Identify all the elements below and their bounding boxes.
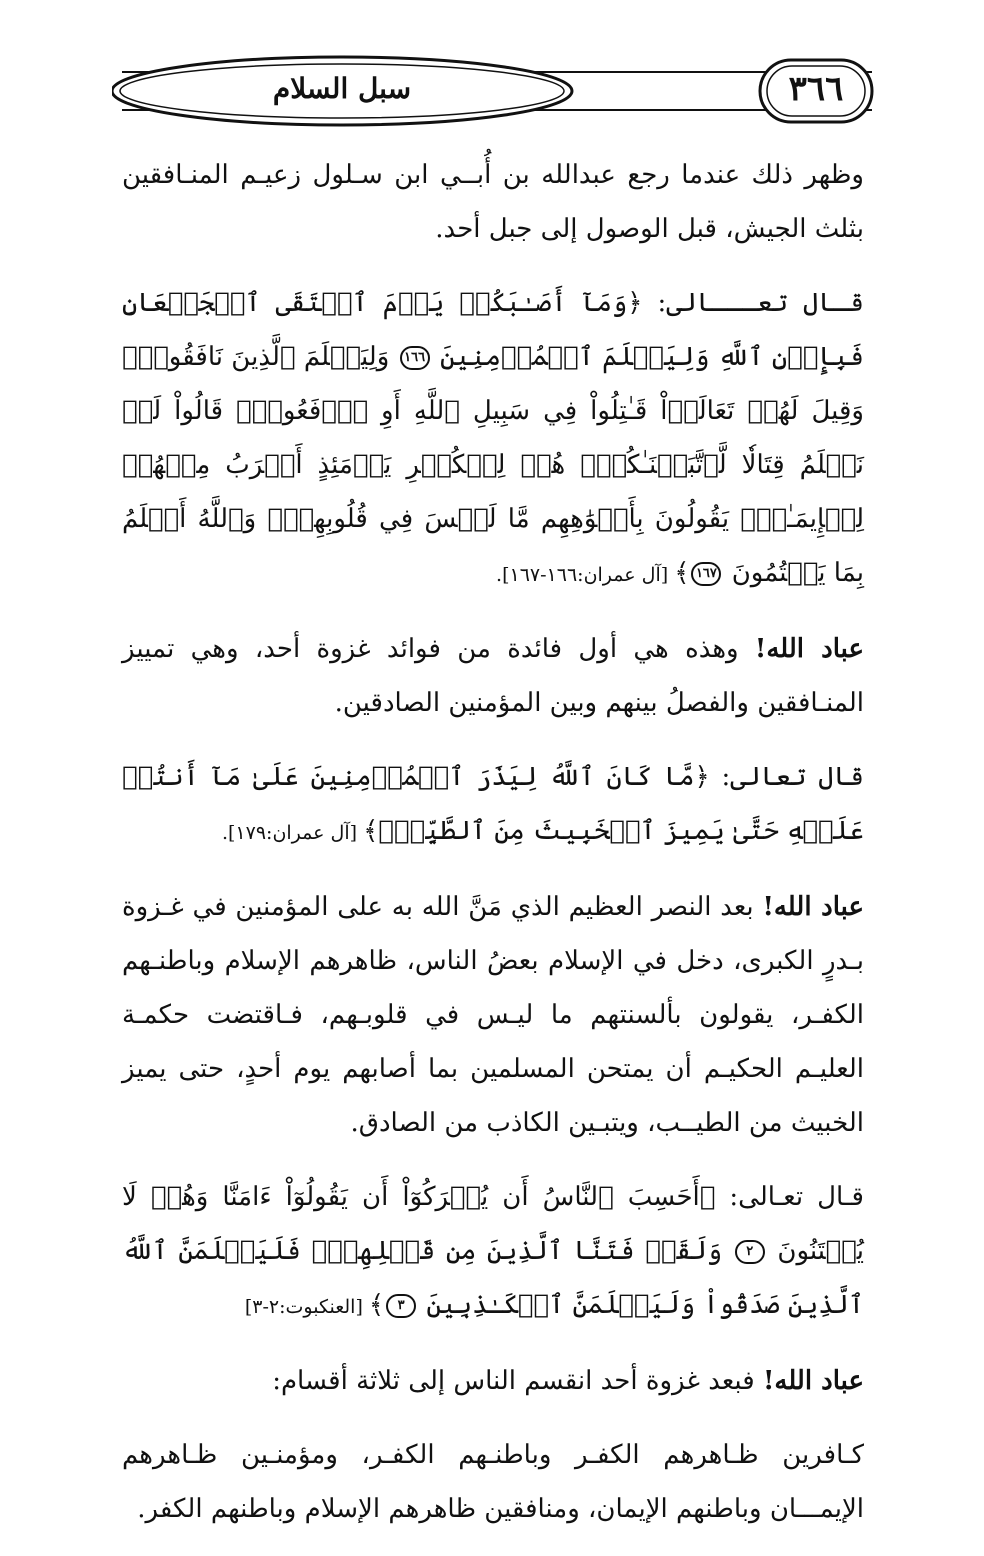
verse-text: ﴿مَّا كَانَ ٱللَّهُ لِيَذَرَ ٱلۡمُؤۡمِنِينَ عَلَىٰ مَآ أَنتُمۡ عَلَيۡهِ حَتَّىٰ يَمِيزَ ٱلۡخَبِيثَ مِنَ ٱلطَّيِّبِۗ﴾ — [122, 762, 864, 846]
verse-close-bracket: ﴾ — [368, 1290, 385, 1320]
verse-text: وَلِيَعۡلَمَ ٱلَّذِينَ نَافَقُواْۚ وَقِيلَ لَهُمۡ تَعَالَوۡاْ قَـٰتِلُواْ فِي سَبِيلِ ٱللَّهِ أَوِ ٱدۡفَعُواْۖ قَالُواْ لَوۡ نَعۡلَمُ قِتَالٗا لَّٱتَّبَعۡنَـٰكُمۡۗ هُمۡ لِلۡكُفۡرِ يَوۡمَئِذٍ أَقۡرَبُ مِنۡهُمۡ لِلۡإِيمَـٰنِۚ يَقُولُونَ بِأَفۡوَٰهِهِم مَّا لَيۡسَ فِي قُلُوبِهِمۡۚ وَٱللَّهُ أَعۡلَمُ بِمَا يَكۡتُمُونَ — [122, 342, 864, 588]
address-lead: عباد الله! — [762, 1366, 864, 1396]
paragraph-5 — [122, 880, 864, 1150]
page-body — [122, 138, 864, 1556]
quote-intro: قال تعالى: — [709, 762, 865, 792]
verse-number-marker: ٢ — [735, 1240, 765, 1264]
address-lead: عباد الله! — [754, 634, 864, 664]
page-header — [112, 52, 882, 130]
quote-intro: قـال تعـــالى: — [642, 288, 864, 318]
verse-number-marker: ١٦٧ — [691, 562, 721, 586]
quran-quote-al-ankabut-2-3 — [122, 1170, 864, 1334]
paragraph-8: كـافرين ظـاهرهم الكفـر وباطنـهم الكفـر، ومؤمنـين ظـاهرهم الإيمـــان وباطنهم الإيمان، ومنافقين ظاهرهم الإسلام وباطنهم الكفر. — [122, 1440, 864, 1524]
verse-reference: [آل عمران:١٧٩]. — [221, 822, 364, 844]
address-lead: عباد الله! — [762, 892, 864, 922]
paragraph-1: وظهر ذلك عندما رجع عبدالله بن أُبــي ابن سـلول زعيـم المنـافقين بثلث الجيش، قبل الوصول إلى جبل أحد. — [122, 160, 864, 244]
book-title: سبل السلام — [272, 72, 412, 105]
paragraph-text: فبعد غزوة أحد انقسم الناس إلى ثلاثة أقسام: — [272, 1366, 763, 1396]
verse-number-marker: ١٦٦ — [400, 346, 430, 370]
page-number: ٣٦٦ — [788, 69, 844, 109]
verse-reference: [العنكبوت:٢-٣] — [244, 1296, 369, 1318]
verse-text: ﴿أَحَسِبَ ٱلنَّاسُ أَن يُتۡرَكُوٓاْ أَن يَقُولُوٓاْ ءَامَنَّا وَهُمۡ لَا يُفۡتَنُونَ — [122, 1182, 865, 1266]
paragraph-text: بعد النصر العظيم الذي مَنَّ الله به على المؤمنين في غـزوة بـدرٍ الكبرى، دخل في الإسلام بعضُ الناس، ظاهرهم الإسلام وباطنـهم الكفـر، يقولون بألسنتهم ما ليـس في قلوبـهم، فـاقتضت حكمـة العليـم الحكيـم أن يمتحن المسلمين بما أصابهم يوم أحدٍ، حتى يميز الخبيث من الطيــب، ويتبـين الكاذب من الصادق. — [122, 892, 864, 1138]
paragraph-7 — [122, 1354, 864, 1408]
quran-quote-al-imran-179 — [122, 750, 864, 860]
verse-reference: [آل عمران:١٦٦-١٦٧]. — [496, 564, 675, 586]
verse-close-bracket: ﴾ — [674, 558, 690, 588]
verse-number-marker: ٣ — [386, 1294, 416, 1318]
quote-intro: قـال تعـالى: — [715, 1182, 864, 1212]
verse-text: ﴿وَمَآ أَصَـٰبَكُمۡ يَوۡمَ ٱلۡتَقَى ٱلۡجَمۡعَانِ فَبِإِذۡنِ ٱللَّهِ وَلِيَعۡلَمَ ٱلۡمُؤۡمِنِينَ — [122, 288, 865, 372]
quran-quote-al-imran-166-167 — [122, 276, 864, 602]
paragraph-text: وهذه هي أول فائدة من فوائد غزوة أحد، وهي تمييز المنـافقين والفصلُ بينهم وبين المؤمنين الصادقين. — [122, 634, 864, 718]
verse-text: وَلَقَدۡ فَتَنَّا ٱلَّذِينَ مِن قَبۡلِهِمۡۖ فَلَيَعۡلَمَنَّ ٱللَّهُ ٱلَّذِينَ صَدَقُواْ وَلَيَعۡلَمَنَّ ٱلۡكَـٰذِبِينَ — [122, 1236, 864, 1320]
paragraph-3 — [122, 622, 864, 730]
